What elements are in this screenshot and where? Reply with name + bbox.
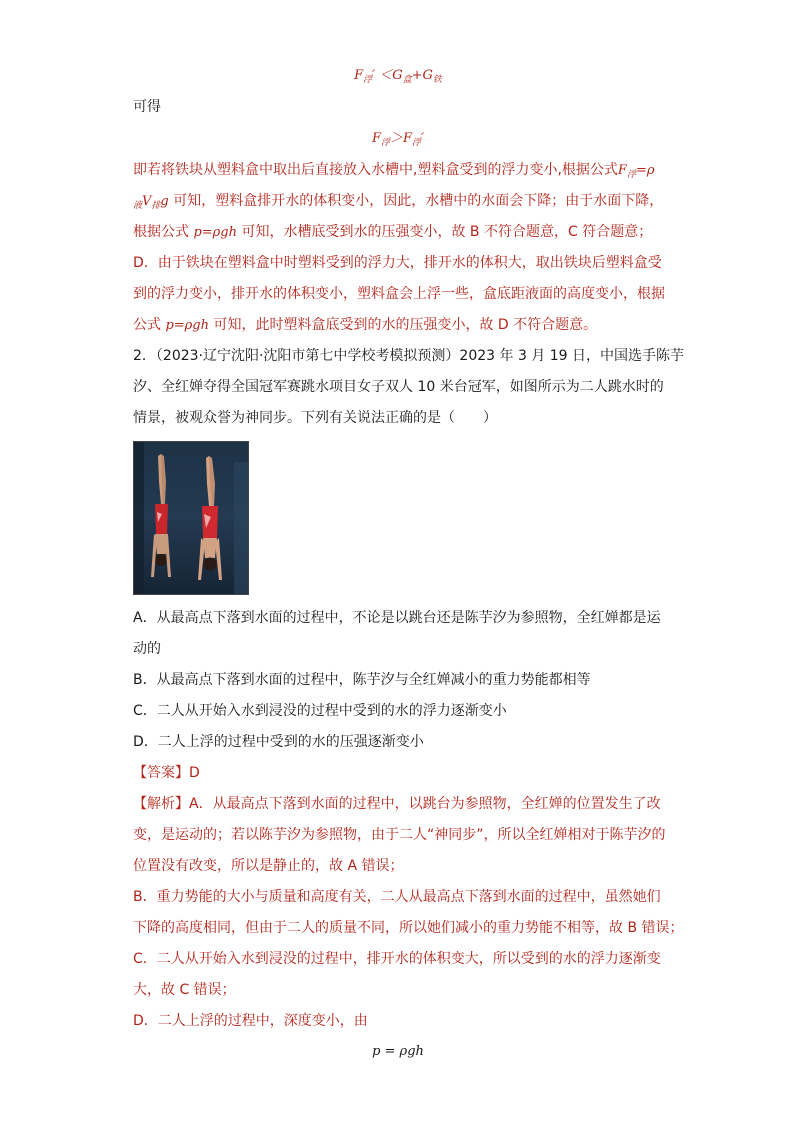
analysis-line8: D．二人上浮的过程中，深度变小，由: [133, 1013, 368, 1029]
analysis-line4: B．重力势能的大小与质量和高度有关，二人从最高点下落到水面的过程中，虽然她们: [133, 889, 661, 905]
option-a-line1: A．从最高点下落到水面的过程中，不论是以跳台还是陈芋汐为参照物，全红婵都是运: [133, 610, 661, 626]
diving-photo-icon: [134, 442, 248, 594]
answer-value: D: [189, 765, 200, 781]
text-kede: 可得: [133, 99, 161, 115]
analysis-label: 【解析】: [133, 796, 189, 812]
analysis-line6: C．二人从开始入水到浸没的过程中，排开水的体积变大，所以受到的水的浮力逐渐变: [133, 951, 661, 967]
para1-line2: $_液V_排g$ 可知，塑料盒排开水的体积变小，因此，水槽中的水面会下降；由于水面下降，: [133, 193, 664, 211]
question-line2: 汐、全红婵夺得全国冠军赛跳水项目女子双人 10 米台冠军，如图所示为二人跳水时的: [133, 379, 664, 395]
question-line3: 情景，被观众誉为神同步。下列有关说法正确的是（ ）: [133, 410, 497, 426]
diving-photo: [133, 441, 249, 595]
analysis-line2: 变，是运动的；若以陈芋汐为参照物，由于二人“神同步”，所以全红婵相对于陈芋汐的: [133, 827, 666, 843]
answer: [133, 763, 663, 783]
para2-line1: D．由于铁块在塑料盒中时塑料受到的浮力大，排开水的体积大，取出铁块后塑料盒受: [133, 255, 662, 271]
answer-label: 【答案】: [133, 765, 189, 781]
formula-pressure: p = ρgh: [372, 1044, 424, 1059]
formula-buoyancy-inequality: $F_浮' <G_盒+G_铁$: [354, 68, 442, 85]
option-a-line2: 动的: [133, 641, 161, 657]
analysis-line1: 【解析】A．从最高点下落到水面的过程中，以跳台为参照物，全红婵的位置发生了改: [133, 796, 661, 812]
option-b: B．从最高点下落到水面的过程中，陈芋汐与全红婵减小的重力势能都相等: [133, 672, 591, 688]
option-c: C．二人从开始入水到浸没的过程中受到的水的浮力逐渐变小: [133, 703, 507, 719]
analysis-line7: 大，故 C 错误；: [133, 982, 236, 998]
analysis-line3: 位置没有改变，所以是静止的，故 A 错误；: [133, 858, 404, 874]
option-d: D．二人上浮的过程中受到的水的压强逐渐变小: [133, 734, 424, 750]
para2-line2: 到的浮力变小，排开水的体积变小，塑料盒会上浮一些，盒底距液面的高度变小，根据: [133, 286, 665, 302]
question-line1: 2．（2023·辽宁沈阳·沈阳市第七中学校考模拟预测）2023 年 3 月 19 日，中国选手陈芋: [133, 348, 685, 364]
analysis-line5: 下降的高度相同，但由于二人的质量不同，所以她们减小的重力势能不相等，故 B 错误；: [133, 920, 684, 936]
para1-line1: 即若将铁块从塑料盒中取出后直接放入水槽中,塑料盒受到的浮力变小,根据公式$F_浮=\rho$: [133, 162, 655, 180]
formula-buoyancy-compare: $F_浮>F_浮'$: [371, 131, 425, 148]
para1-line3: 根据公式 p=ρgh 可知，水槽底受到水的压强变小，故 B 不符合题意，C 符合题意；: [133, 224, 653, 240]
para2-line3: 公式 p=ρgh 可知，此时塑料盒底受到的水的压强变小，故 D 不符合题意。: [133, 317, 598, 333]
